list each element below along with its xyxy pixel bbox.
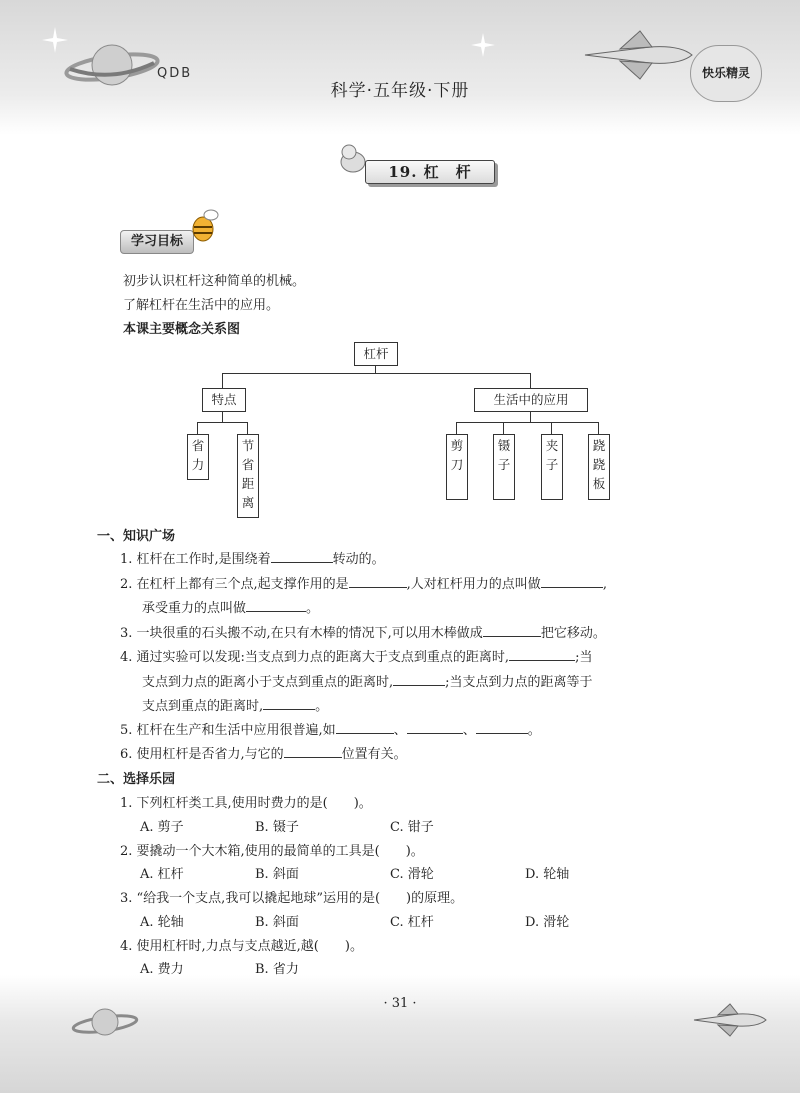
map-leaf-node: 节省距离 [237, 434, 259, 518]
choice-option[interactable]: B. 镊子 [255, 820, 299, 835]
answer-blank[interactable] [284, 745, 342, 758]
choice-question-stem: 1. 下列杠杆类工具,使用时费力的是( )。 [120, 796, 372, 811]
map-root-node: 杠杆 [354, 342, 398, 366]
concept-map-heading: 本课主要概念关系图 [123, 322, 241, 337]
map-leaf-node: 夹子 [541, 434, 563, 500]
question-4-cont: 支点到力点的距离小于支点到重点的距离时, ;当支点到力点的距离等于 [142, 675, 593, 690]
answer-blank[interactable] [509, 648, 575, 661]
choice-option[interactable]: C. 钳子 [390, 820, 434, 835]
question-1: 1. 杠杆在工作时,是围绕着 转动的。 [120, 552, 385, 567]
choice-option[interactable]: D. 轮轴 [525, 867, 570, 882]
question-2: 2. 在杠杆上都有三个点,起支撑作用的是 ,人对杠杆用力的点叫做 , [120, 577, 607, 592]
brand-mark: QDB [157, 66, 193, 81]
choice-option[interactable]: B. 省力 [255, 962, 299, 977]
learning-goals-tag: 学习目标 [120, 230, 194, 254]
question-4: 4. 通过实验可以发现:当支点到力点的距离大于支点到重点的距离时, ;当 [120, 650, 593, 665]
space-shuttle-icon [690, 1000, 770, 1040]
answer-blank[interactable] [349, 575, 407, 588]
question-6: 6. 使用杠杆是否省力,与它的 位置有关。 [120, 747, 407, 762]
answer-blank[interactable] [336, 721, 394, 734]
choice-option[interactable]: B. 斜面 [255, 867, 299, 882]
goal-item: 初步认识杠杆这种简单的机械。 [123, 274, 306, 289]
choice-option[interactable]: C. 杠杆 [390, 915, 434, 930]
choice-option[interactable]: C. 滑轮 [390, 867, 434, 882]
answer-blank[interactable] [393, 673, 445, 686]
book-title: 科学·五年级·下册 [330, 81, 470, 101]
section-title: 二、选择乐园 [97, 772, 176, 787]
choice-question-stem: 3. “给我一个支点,我可以撬起地球”运用的是( )的原理。 [120, 891, 464, 906]
map-leaf-node: 省力 [187, 434, 209, 480]
goal-item: 了解杠杆在生活中的应用。 [123, 298, 280, 313]
choice-option[interactable]: D. 滑轮 [525, 915, 570, 930]
star-icon [470, 32, 496, 58]
page-number: · 31 · [383, 996, 417, 1011]
answer-blank[interactable] [407, 721, 463, 734]
question-2-cont: 承受重力的点叫做 。 [142, 601, 320, 616]
question-3: 3. 一块很重的石头搬不动,在只有木棒的情况下,可以用木棒做成 把它移动。 [120, 626, 606, 641]
choice-question-stem: 2. 要撬动一个大木箱,使用的最简单的工具是( )。 [120, 844, 424, 859]
choice-option[interactable]: A. 轮轴 [140, 915, 184, 930]
answer-blank[interactable] [483, 624, 541, 637]
answer-blank[interactable] [246, 599, 306, 612]
answer-blank[interactable] [541, 575, 603, 588]
choice-question-stem: 4. 使用杠杆时,力点与支点越近,越( )。 [120, 939, 363, 954]
choice-option[interactable]: B. 斜面 [255, 915, 299, 930]
section-title: 一、知识广场 [97, 529, 176, 544]
planet-icon [70, 1002, 140, 1042]
star-icon [40, 25, 70, 55]
logo-text: 快乐精灵 [701, 66, 750, 80]
map-leaf-node: 跷跷板 [588, 434, 610, 500]
choice-option[interactable]: A. 杠杆 [140, 867, 184, 882]
answer-blank[interactable] [476, 721, 528, 734]
choice-option[interactable]: A. 费力 [140, 962, 184, 977]
question-4-cont: 支点到重点的距离时, 。 [142, 699, 329, 714]
bee-mascot-icon [185, 205, 221, 245]
map-branch-node: 特点 [202, 388, 246, 412]
question-5: 5. 杠杆在生产和生活中应用很普遍,如 、 、 。 [120, 723, 541, 738]
map-leaf-node: 镊子 [493, 434, 515, 500]
choice-option[interactable]: A. 剪子 [140, 820, 184, 835]
answer-blank[interactable] [271, 550, 333, 563]
answer-blank[interactable] [263, 697, 315, 710]
map-branch-node: 生活中的应用 [474, 388, 588, 412]
map-leaf-node: 剪刀 [446, 434, 468, 500]
lesson-title: 19. 杠 杆 [365, 160, 495, 184]
